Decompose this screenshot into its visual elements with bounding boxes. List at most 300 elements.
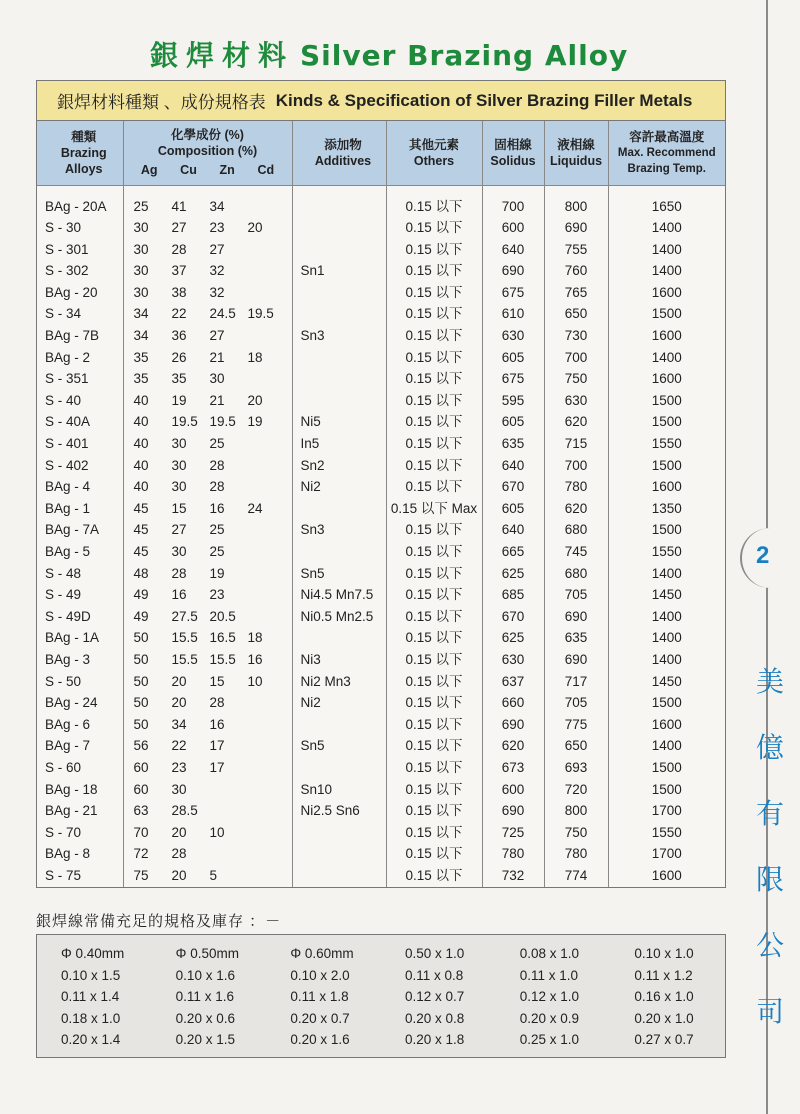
stock-size: 0.27 x 0.7 <box>634 1032 694 1048</box>
liquidus-cell: 780 <box>544 843 608 865</box>
cd-value <box>238 239 292 261</box>
solidus-cell: 725 <box>482 822 544 844</box>
zn-value: 28 <box>209 479 225 495</box>
alloy-cell: BAg - 1 <box>37 498 123 520</box>
zn-value: 10 <box>209 824 225 840</box>
company-char: 公 <box>755 929 784 962</box>
composition-cell <box>123 519 292 541</box>
composition-cell <box>123 260 292 282</box>
solidus-cell: 690 <box>482 800 544 822</box>
alloy-cell: BAg - 20A <box>37 185 123 217</box>
page-title-en: Silver Brazing Alloy <box>300 39 629 72</box>
col-liq-zh: 液相線 <box>557 137 595 152</box>
alloy-cell: BAg - 2 <box>37 347 123 369</box>
solidus-cell: 675 <box>482 368 544 390</box>
alloy-cell: BAg - 5 <box>37 541 123 563</box>
zn-value: 23 <box>209 220 225 236</box>
max-temp-cell: 1500 <box>651 457 682 473</box>
table-row <box>37 498 725 520</box>
cu-value: 30 <box>171 479 187 495</box>
liquidus-cell: 715 <box>544 433 608 455</box>
cu-value: 27 <box>171 522 187 538</box>
ag-value: 34 <box>133 306 149 322</box>
cu-value: 28.5 <box>171 803 198 819</box>
cd-value <box>238 692 292 714</box>
table-row <box>37 843 725 865</box>
zn-value <box>200 779 238 801</box>
stock-size: 0.11 x 0.8 <box>405 967 464 983</box>
zn-value: 34 <box>209 198 225 214</box>
cu-value: 36 <box>171 328 187 344</box>
stock-size: 0.20 x 1.6 <box>290 1032 350 1048</box>
alloy-cell: BAg - 24 <box>37 692 123 714</box>
solidus-cell: 732 <box>482 865 544 887</box>
spec-header-en: Kinds & Specification of Silver Brazing Filler Metals <box>275 90 693 110</box>
ag-value: 35 <box>133 371 149 387</box>
max-temp-cell: 1400 <box>651 565 682 581</box>
others-cell: 0.15 以下 <box>386 800 482 822</box>
spec-table-header <box>37 81 725 121</box>
liquidus-cell: 765 <box>544 282 608 304</box>
composition-cell <box>123 303 292 325</box>
cu-value: 30 <box>171 544 187 559</box>
col-oth-zh: 其他元素 <box>408 137 459 152</box>
stock-size: 0.20 x 0.6 <box>175 1010 235 1026</box>
alloy-cell: S - 301 <box>37 239 123 261</box>
table-row <box>37 476 725 498</box>
alloy-cell: S - 75 <box>37 865 123 887</box>
cd-value <box>238 822 292 844</box>
additives-cell <box>292 822 386 844</box>
alloy-cell: S - 401 <box>37 433 123 455</box>
table-row <box>37 606 725 628</box>
composition-values <box>124 498 292 520</box>
liquidus-cell: 690 <box>544 649 608 671</box>
cd-value <box>238 584 292 606</box>
cu-value: 34 <box>171 716 187 732</box>
table-row <box>37 822 725 844</box>
others-cell: 0.15 以下 <box>386 584 482 606</box>
col-cd: Cd <box>257 163 275 178</box>
composition-values <box>124 671 292 693</box>
cd-value <box>238 563 292 585</box>
liquidus-cell: 720 <box>544 779 608 801</box>
cu-value: 15.5 <box>171 651 198 667</box>
cd-value: 19.5 <box>247 306 274 322</box>
stock-size: 0.20 x 1.8 <box>405 1032 465 1048</box>
ag-value: 50 <box>133 673 149 689</box>
solidus-cell: 600 <box>482 217 544 239</box>
ag-value: 30 <box>133 220 149 236</box>
additives-cell: Sn1 <box>292 260 386 282</box>
solidus-cell: 700 <box>482 185 544 217</box>
stock-size: 0.20 x 1.5 <box>175 1032 235 1048</box>
others-cell: 0.15 以下 <box>386 347 482 369</box>
company-name-vertical <box>752 660 788 1056</box>
zn-value: 16 <box>209 500 225 516</box>
stock-size: 0.20 x 1.0 <box>634 1010 694 1026</box>
col-alloy <box>37 121 123 185</box>
col-add-zh: 添加物 <box>324 137 362 152</box>
solidus-cell: 675 <box>482 282 544 304</box>
col-solidus <box>482 121 544 185</box>
composition-values <box>124 606 292 628</box>
composition-cell <box>123 476 292 498</box>
additives-cell: In5 <box>292 433 386 455</box>
table-row <box>37 541 725 563</box>
solidus-cell: 640 <box>482 519 544 541</box>
cu-value: 27 <box>171 220 187 236</box>
cd-value <box>238 260 292 282</box>
cd-value <box>238 196 292 218</box>
max-temp-cell: 1600 <box>651 716 682 732</box>
ag-value: 30 <box>133 263 149 279</box>
composition-values <box>124 541 292 563</box>
composition-values <box>124 325 292 347</box>
table-row <box>37 779 725 801</box>
alloy-cell: S - 40A <box>37 411 123 433</box>
stock-size: 0.10 x 1.5 <box>61 967 121 983</box>
liquidus-cell: 730 <box>544 325 608 347</box>
solidus-cell: 635 <box>482 433 544 455</box>
others-cell: 0.15 以下 <box>386 217 482 239</box>
others-cell: 0.15 以下 <box>386 433 482 455</box>
cd-value: 19 <box>247 414 263 430</box>
alloy-cell: BAg - 6 <box>37 714 123 736</box>
zn-value: 21 <box>209 349 225 365</box>
table-row <box>37 671 725 693</box>
alloy-cell: BAg - 18 <box>37 779 123 801</box>
composition-cell <box>123 217 292 239</box>
col-comp-en: Composition (%) <box>157 144 258 159</box>
stock-sizes-box <box>36 934 726 1058</box>
composition-values <box>124 347 292 369</box>
cu-value: 20 <box>171 867 187 883</box>
composition-values <box>124 390 292 412</box>
solidus-cell: 780 <box>482 843 544 865</box>
cu-value: 28 <box>171 846 187 862</box>
max-temp-cell: 1600 <box>651 371 682 387</box>
stock-size: 0.50 x 1.0 <box>405 946 465 961</box>
composition-cell <box>123 714 292 736</box>
others-cell: 0.15 以下 <box>386 692 482 714</box>
ag-value: 50 <box>133 630 149 646</box>
liquidus-cell: 693 <box>544 757 608 779</box>
cd-value: 20 <box>247 392 263 408</box>
table-row <box>37 303 725 325</box>
liquidus-cell: 800 <box>544 800 608 822</box>
composition-cell <box>123 606 292 628</box>
col-oth-en: Others <box>413 153 455 168</box>
composition-values <box>124 260 292 282</box>
others-cell: 0.15 以下 <box>386 476 482 498</box>
additives-cell: Sn10 <box>292 779 386 801</box>
col-max-temp <box>608 121 725 185</box>
zn-value: 17 <box>209 759 225 775</box>
cd-value: 18 <box>247 630 263 646</box>
additives-cell <box>292 303 386 325</box>
stock-title: 銀焊線常備充足的規格及庫存 ：－ <box>36 913 282 930</box>
cu-value: 20 <box>171 673 187 689</box>
col-ag: Ag <box>140 163 158 178</box>
company-char: 億 <box>755 731 784 764</box>
composition-values <box>124 779 292 801</box>
max-temp-cell: 1550 <box>651 436 682 452</box>
cd-value: 20 <box>247 220 263 236</box>
col-max-en2: Brazing Temp. <box>627 162 706 175</box>
alloy-cell: S - 402 <box>37 455 123 477</box>
composition-values <box>124 282 292 304</box>
ag-value: 34 <box>133 328 149 344</box>
alloy-cell: S - 49D <box>37 606 123 628</box>
table-row <box>37 800 725 822</box>
cu-value: 20 <box>171 695 187 711</box>
liquidus-cell: 717 <box>544 671 608 693</box>
col-max-en1: Max. Recommend <box>617 146 716 159</box>
cu-value: 30 <box>171 781 187 797</box>
solidus-cell: 600 <box>482 779 544 801</box>
table-row <box>37 757 725 779</box>
composition-cell <box>123 282 292 304</box>
stock-size: 0.16 x 1.0 <box>634 989 694 1005</box>
company-char: 有 <box>755 797 784 830</box>
liquidus-cell: 635 <box>544 627 608 649</box>
composition-cell <box>123 649 292 671</box>
zn-value <box>200 800 238 822</box>
liquidus-cell: 620 <box>544 411 608 433</box>
stock-size: 0.20 x 1.4 <box>61 1032 121 1048</box>
solidus-cell: 595 <box>482 390 544 412</box>
table-row <box>37 584 725 606</box>
solidus-cell: 665 <box>482 541 544 563</box>
zn-value: 15.5 <box>209 651 236 667</box>
composition-values <box>124 563 292 585</box>
max-temp-cell: 1500 <box>651 306 682 322</box>
others-cell: 0.15 以下 <box>386 779 482 801</box>
alloy-cell: BAg - 7B <box>37 325 123 347</box>
composition-cell <box>123 390 292 412</box>
composition-cell <box>123 822 292 844</box>
table-row <box>37 433 725 455</box>
table-row <box>37 368 725 390</box>
zn-value: 21 <box>209 392 225 408</box>
composition-values <box>124 239 292 261</box>
col-sol-en: Solidus <box>490 153 536 168</box>
others-cell: 0.15 以下 <box>386 325 482 347</box>
others-cell: 0.15 以下 <box>386 822 482 844</box>
max-temp-cell: 1500 <box>651 695 682 711</box>
solidus-cell: 605 <box>482 411 544 433</box>
composition-values <box>124 368 292 390</box>
composition-values <box>124 433 292 455</box>
alloy-cell: BAg - 8 <box>37 843 123 865</box>
solidus-cell: 670 <box>482 476 544 498</box>
table-row <box>37 217 725 239</box>
zn-value: 25 <box>209 522 225 538</box>
additives-cell: Sn5 <box>292 563 386 585</box>
col-comp-zh: 化學成份 (%) <box>171 128 244 143</box>
additives-cell <box>292 714 386 736</box>
cu-value: 35 <box>171 371 187 387</box>
additives-cell <box>292 390 386 412</box>
table-row <box>37 519 725 541</box>
stock-size: 0.20 x 0.7 <box>290 1010 350 1026</box>
liquidus-cell: 700 <box>544 347 608 369</box>
col-composition <box>123 121 292 185</box>
stock-row <box>37 965 725 987</box>
additives-cell: Ni2 <box>292 476 386 498</box>
cu-value: 19.5 <box>171 414 198 430</box>
others-cell: 0.15 以下 <box>386 185 482 217</box>
zn-value: 30 <box>209 371 225 387</box>
ag-value: 50 <box>133 651 149 667</box>
liquidus-cell: 630 <box>544 390 608 412</box>
liquidus-cell: 750 <box>544 822 608 844</box>
stock-size: 0.10 x 2.0 <box>290 967 350 983</box>
liquidus-cell: 690 <box>544 217 608 239</box>
spec-header-zh: 銀焊材料種類 、成份規格表 <box>57 93 266 112</box>
page-title <box>150 34 628 74</box>
max-temp-cell: 1650 <box>651 198 682 214</box>
solidus-cell: 610 <box>482 303 544 325</box>
zn-value: 19 <box>209 565 225 581</box>
composition-values <box>124 714 292 736</box>
ag-value: 60 <box>133 781 149 797</box>
composition-values <box>124 411 292 433</box>
max-temp-cell: 1700 <box>651 803 682 819</box>
max-temp-cell: 1500 <box>651 392 682 408</box>
composition-cell <box>123 627 292 649</box>
col-additives <box>292 121 386 185</box>
cu-value: 41 <box>171 198 187 214</box>
cd-value <box>238 455 292 477</box>
cd-value <box>238 606 292 628</box>
additives-cell <box>292 757 386 779</box>
liquidus-cell: 650 <box>544 735 608 757</box>
composition-cell <box>123 735 292 757</box>
cu-value: 38 <box>171 284 187 300</box>
page-number: 2 <box>756 542 770 569</box>
others-cell: 0.15 以下 <box>386 455 482 477</box>
cd-value <box>238 757 292 779</box>
max-temp-cell: 1400 <box>651 263 682 279</box>
composition-values <box>124 476 292 498</box>
others-cell: 0.15 以下 <box>386 865 482 887</box>
comp-subheaders <box>124 162 292 178</box>
solidus-cell: 625 <box>482 563 544 585</box>
composition-values <box>124 865 292 887</box>
cd-value <box>238 519 292 541</box>
ag-value: 25 <box>133 198 149 214</box>
cu-value: 26 <box>171 349 187 365</box>
ag-value: 30 <box>133 284 149 300</box>
others-cell: 0.15 以下 <box>386 239 482 261</box>
col-sol-zh: 固相線 <box>494 137 532 152</box>
stock-size: Φ 0.50mm <box>175 946 239 961</box>
col-alloy-en1: Brazing <box>60 145 107 160</box>
table-row <box>37 411 725 433</box>
cd-value <box>238 843 292 865</box>
alloy-cell: BAg - 21 <box>37 800 123 822</box>
liquidus-cell: 700 <box>544 455 608 477</box>
liquidus-cell: 680 <box>544 519 608 541</box>
others-cell: 0.15 以下 <box>386 606 482 628</box>
liquidus-cell: 750 <box>544 368 608 390</box>
ag-value: 30 <box>133 241 149 257</box>
additives-cell <box>292 217 386 239</box>
page-title-zh: 銀焊材料 <box>150 39 295 72</box>
additives-cell <box>292 185 386 217</box>
ag-value: 49 <box>133 608 149 624</box>
max-temp-cell: 1400 <box>651 738 682 754</box>
cu-value: 16 <box>171 587 187 603</box>
cd-value <box>238 433 292 455</box>
cu-value: 22 <box>171 306 187 322</box>
composition-cell <box>123 347 292 369</box>
cu-value: 23 <box>171 759 187 775</box>
composition-values <box>124 843 292 865</box>
ag-value: 48 <box>133 565 149 581</box>
cd-value <box>238 779 292 801</box>
additives-cell <box>292 282 386 304</box>
max-temp-cell: 1500 <box>651 414 682 430</box>
max-temp-cell: 1600 <box>651 867 682 883</box>
ag-value: 40 <box>133 436 149 452</box>
solidus-cell: 673 <box>482 757 544 779</box>
stock-size: 0.12 x 0.7 <box>405 989 465 1005</box>
zn-value: 32 <box>209 284 225 300</box>
col-cu: Cu <box>180 163 197 178</box>
additives-cell <box>292 347 386 369</box>
composition-values <box>124 217 292 239</box>
liquidus-cell: 690 <box>544 606 608 628</box>
composition-values <box>124 196 292 218</box>
others-cell: 0.15 以下 <box>386 411 482 433</box>
table-row <box>37 714 725 736</box>
composition-cell <box>123 455 292 477</box>
col-alloy-en2: Alloys <box>64 161 103 176</box>
stock-size: 0.10 x 1.6 <box>175 967 235 983</box>
additives-cell: Ni5 <box>292 411 386 433</box>
max-temp-cell: 1400 <box>651 608 682 624</box>
zn-value: 17 <box>209 738 225 754</box>
stock-size: 0.11 x 1.0 <box>519 967 578 983</box>
liquidus-cell: 780 <box>544 476 608 498</box>
col-alloy-zh: 種類 <box>71 129 97 144</box>
additives-cell <box>292 843 386 865</box>
additives-cell: Ni3 <box>292 649 386 671</box>
cd-value <box>238 735 292 757</box>
stock-size: 0.20 x 0.9 <box>519 1010 579 1026</box>
solidus-cell: 637 <box>482 671 544 693</box>
table-row <box>37 185 725 217</box>
liquidus-cell: 745 <box>544 541 608 563</box>
additives-cell: Sn3 <box>292 519 386 541</box>
zn-value <box>200 843 238 865</box>
others-cell: 0.15 以下 Max <box>386 498 482 520</box>
composition-cell <box>123 239 292 261</box>
others-cell: 0.15 以下 <box>386 671 482 693</box>
solidus-cell: 620 <box>482 735 544 757</box>
cd-value <box>238 368 292 390</box>
others-cell: 0.15 以下 <box>386 390 482 412</box>
col-max-zh: 容許最高溫度 <box>629 129 705 144</box>
cd-value: 16 <box>247 651 263 667</box>
composition-cell <box>123 325 292 347</box>
composition-cell <box>123 411 292 433</box>
col-liq-en: Liquidus <box>549 153 603 168</box>
ag-value: 35 <box>133 349 149 365</box>
